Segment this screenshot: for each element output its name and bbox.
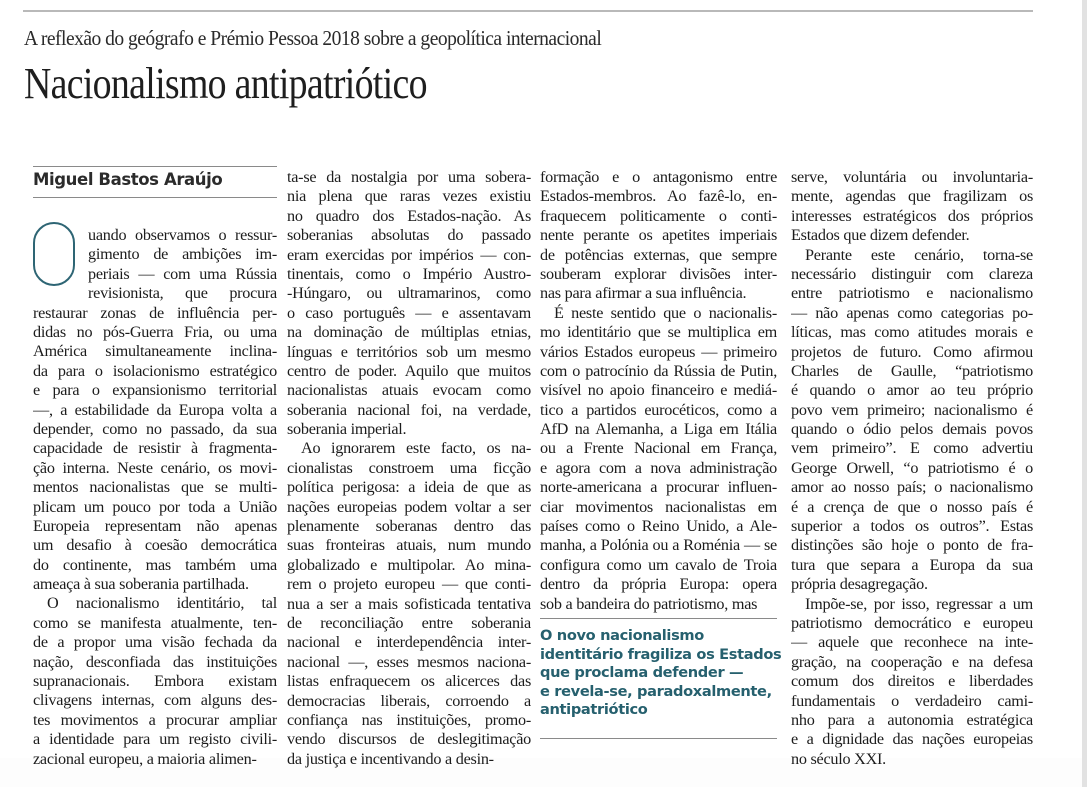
text-line: globalizado e multipolar. Ao mina- bbox=[287, 555, 531, 574]
text-line: vendo discursos de deslegitimação bbox=[287, 730, 531, 749]
text-line: — não apenas como categorias po- bbox=[791, 303, 1033, 322]
author-bottom-rule bbox=[33, 197, 277, 198]
text-line: política perigosa: a ideia de que as bbox=[287, 478, 531, 497]
text-line: O nacionalismo identitário, tal bbox=[47, 594, 277, 613]
text-line: tura que separa a Europa da sua bbox=[791, 555, 1033, 574]
text-line: de reconciliação entre soberania bbox=[287, 613, 531, 632]
text-line: AfD na Alemanha, a Liga em Itália bbox=[540, 420, 777, 439]
text-line: é a crença de que o nosso país é bbox=[791, 497, 1033, 516]
text-line: no quadro dos Estados-nação. As bbox=[287, 206, 531, 225]
text-line: rem o projeto europeu — que conti- bbox=[287, 575, 531, 594]
text-line: democracias liberais, corroendo a bbox=[287, 691, 531, 710]
pull-quote-line: que proclama defender — bbox=[540, 664, 744, 682]
text-line: didas no pós-Guerra Fria, ou uma bbox=[33, 322, 277, 341]
text-line: e a dignidade das nações europeias bbox=[791, 730, 1033, 749]
text-line: norte-americana a procurar influen- bbox=[540, 478, 777, 497]
text-line: gimento de ambições im- bbox=[88, 245, 277, 264]
text-line: É neste sentido que o nacionalis- bbox=[554, 303, 777, 322]
text-line: mo identitário que se multiplica em bbox=[540, 323, 777, 342]
text-line: nacionalistas atuais evocam como bbox=[287, 381, 531, 400]
text-line: do continente, mas também uma bbox=[33, 555, 277, 574]
text-line: no século XXI. bbox=[791, 749, 886, 768]
column-4 bbox=[791, 168, 1033, 769]
text-line: o caso português — e assentavam bbox=[287, 303, 531, 322]
text-line: sob a bandeira do patriotismo, mas bbox=[540, 594, 758, 613]
text-line: e agora com a nova administração bbox=[540, 458, 777, 477]
text-line: — aquele que reconhece na inte- bbox=[791, 633, 1033, 652]
article-headline: Nacionalismo antipatriótico bbox=[24, 59, 427, 108]
text-line: vários Estados europeus — primeiro bbox=[540, 342, 777, 361]
text-line: América simultaneamente inclina- bbox=[33, 342, 277, 361]
text-line: um desafio à coesão democrática bbox=[33, 536, 277, 555]
text-line: supranacionais. Embora existam bbox=[33, 672, 277, 691]
text-line: como se manifesta atualmente, ten- bbox=[33, 613, 277, 632]
text-line: e para o expansionismo territorial bbox=[33, 381, 277, 400]
text-line: zacional europeu, a maioria alimen- bbox=[33, 749, 257, 768]
text-line: na dominação de múltiplas etnias, bbox=[287, 323, 531, 342]
text-line: revisionista, que procura bbox=[88, 284, 277, 303]
text-line: da justiça e incentivando a desin- bbox=[287, 749, 494, 768]
text-line: cionalistas constroem uma ficção bbox=[287, 458, 531, 477]
pull-quote bbox=[540, 627, 785, 720]
pull-quote-line: e revela-se, paradoxalmente, bbox=[540, 682, 772, 700]
text-line: formação e o antagonismo entre bbox=[540, 168, 777, 186]
text-line: Estados que dizem defender. bbox=[791, 226, 970, 245]
text-line: confiança nas instituições, promo- bbox=[287, 710, 531, 729]
text-line: configura como um cavalo de Troia bbox=[540, 555, 777, 574]
text-line: países como o Reino Unido, a Ale- bbox=[540, 517, 777, 536]
text-line: Ao ignorarem este facto, os na- bbox=[301, 439, 531, 458]
text-line: patriotismo democrático e europeu bbox=[791, 613, 1033, 632]
text-line: Europeia representam não apenas bbox=[33, 516, 277, 535]
column-1 bbox=[33, 304, 277, 769]
text-line: nia plena que raras vezes existiu bbox=[287, 187, 531, 206]
pull-quote-line: antipatriótico bbox=[540, 701, 648, 719]
pull-quote-line: O novo nacionalismo bbox=[540, 627, 704, 644]
dropcap-letter-q bbox=[33, 222, 75, 286]
text-line: necessário distinguir com clareza bbox=[791, 264, 1033, 283]
text-line: Impõe-se, por isso, regressar a um bbox=[805, 594, 1033, 613]
text-line: de potências externas, que sempre bbox=[540, 245, 777, 264]
author-byline: Miguel Bastos Araújo bbox=[33, 170, 223, 189]
text-line: listas enfraquecem os alicerces das bbox=[287, 672, 531, 691]
text-line: uando observamos o ressur- bbox=[88, 226, 277, 244]
page-edge-strip bbox=[1082, 0, 1087, 787]
text-line: souberam explorar divisões inter- bbox=[540, 264, 777, 283]
text-line: com o patrocínio da Rússia de Putin, bbox=[540, 361, 777, 380]
text-line: Charles de Gaulle, “patriotismo bbox=[791, 361, 1033, 380]
column-2 bbox=[287, 168, 531, 769]
text-line: nacional e interdependência inter- bbox=[287, 633, 531, 652]
text-line: ou a Frente Nacional em França, bbox=[540, 439, 777, 458]
article-kicker: A reflexão do geógrafo e Prémio Pessoa 2018 sobre a geopolítica internacional bbox=[24, 26, 602, 50]
text-line: eram exercidas por impérios — con- bbox=[287, 245, 531, 264]
text-line: povo vem primeiro; nacionalismo é bbox=[791, 400, 1033, 419]
text-line: própria desagregação. bbox=[791, 575, 928, 594]
text-line: plicam um pouco por toda a União bbox=[33, 497, 277, 516]
text-line: depender, como no passado, da sua bbox=[33, 419, 277, 438]
text-line: ta-se da nostalgia por uma sobera- bbox=[287, 168, 531, 186]
text-line: fundamentais o verdadeiro cami- bbox=[791, 691, 1033, 710]
text-line: nente perante os apetites imperiais bbox=[540, 226, 777, 245]
text-line: Perante este cenário, torna-se bbox=[805, 245, 1033, 264]
text-line: —, a estabilidade da Europa volta a bbox=[33, 400, 277, 419]
text-line: ameaça à sua soberania partilhada. bbox=[33, 575, 249, 594]
text-line: dentro da própria Europa: opera bbox=[540, 575, 777, 594]
text-line: serve, voluntária ou involuntaria- bbox=[791, 168, 1033, 186]
text-line: comum dos direitos e liberdades bbox=[791, 672, 1033, 691]
text-line: suas fronteiras atuais, num mundo bbox=[287, 536, 531, 555]
text-line: clivagens internas, com alguns des- bbox=[33, 691, 277, 710]
text-line: Estados-membros. Ao fazê-lo, en- bbox=[540, 187, 777, 206]
text-line: tinentais, como o Império Austro- bbox=[287, 264, 531, 283]
text-line: projetos de futuro. Como afirmou bbox=[791, 342, 1033, 361]
text-line: da para o isolacionismo estratégico bbox=[33, 361, 277, 380]
column-3 bbox=[540, 168, 777, 614]
text-line: plenamente soberanas dentro das bbox=[287, 517, 531, 536]
text-line: vem primeiro”. E como advertiu bbox=[791, 439, 1033, 458]
text-line: periais — com uma Rússia bbox=[88, 264, 277, 283]
text-line: gração, na cooperação e na defesa bbox=[791, 652, 1033, 671]
top-rule bbox=[23, 10, 1033, 12]
text-line: centro de poder. Aquilo que muitos bbox=[287, 361, 531, 380]
text-line: distinções são hoje o ponto de fra- bbox=[791, 536, 1033, 555]
pull-quote-top-rule bbox=[540, 618, 777, 619]
text-line: líticas, mas como atitudes morais e bbox=[791, 323, 1033, 342]
text-line: George Orwell, “o patriotismo é o bbox=[791, 458, 1033, 477]
text-line: soberania nacional foi, na verdade, bbox=[287, 400, 531, 419]
text-line: capacidade de resistir à fragmenta- bbox=[33, 439, 277, 458]
text-line: nação, desconfiada das instituições bbox=[33, 652, 277, 671]
text-line: mentos nacionalistas que se multi- bbox=[33, 478, 277, 497]
text-line: tes movimentos a procurar ampliar bbox=[33, 710, 277, 729]
text-line: tico a partidos eurocéticos, como a bbox=[540, 400, 777, 419]
column-1-dropcap-lines bbox=[88, 226, 277, 304]
pull-quote-line: identitário fragiliza os Estados bbox=[540, 645, 782, 663]
text-line: línguas e territórios sob um mesmo bbox=[287, 342, 531, 361]
text-line: interesses estratégicos dos próprios bbox=[791, 206, 1033, 225]
text-line: amor ao nosso país; o nacionalismo bbox=[791, 478, 1033, 497]
text-line: nas para afirmar a sua influência. bbox=[540, 284, 747, 303]
text-line: é quando o amor ao teu próprio bbox=[791, 381, 1033, 400]
text-line: a identidade para um registo civili- bbox=[33, 730, 277, 749]
text-line: de a propor uma visão fechada da bbox=[33, 633, 277, 652]
text-line: nua a ser a mais sofisticada tentativa bbox=[287, 594, 531, 613]
text-line: manha, a Polónia ou a Roménia — se bbox=[540, 536, 777, 555]
pull-quote-bottom-rule bbox=[540, 738, 777, 739]
text-line: fraquecem politicamente o conti- bbox=[540, 206, 777, 225]
text-line: mente, agendas que fragilizam os bbox=[791, 187, 1033, 206]
text-line: visível no apoio financeiro e mediá- bbox=[540, 381, 777, 400]
text-line: -Húngaro, ou ultramarinos, como bbox=[287, 284, 531, 303]
text-line: ciar movimentos nacionalistas em bbox=[540, 497, 777, 516]
text-line: quando o ódio pelos demais povos bbox=[791, 420, 1033, 439]
text-line: ção interna. Neste cenário, os movi- bbox=[33, 458, 277, 477]
text-line: nacional —, esses mesmos naciona- bbox=[287, 652, 531, 671]
text-line: nações europeias podem voltar a ser bbox=[287, 497, 531, 516]
author-top-rule bbox=[33, 166, 277, 167]
text-line: restaurar zonas de influência per- bbox=[33, 303, 277, 322]
text-line: entre patriotismo e nacionalismo bbox=[791, 284, 1033, 303]
text-line: soberanias absolutas do passado bbox=[287, 226, 531, 245]
text-line: nho para a autonomia estratégica bbox=[791, 710, 1033, 729]
text-line: superior a todos os outros”. Estas bbox=[791, 517, 1033, 536]
text-line: soberania imperial. bbox=[287, 420, 407, 439]
